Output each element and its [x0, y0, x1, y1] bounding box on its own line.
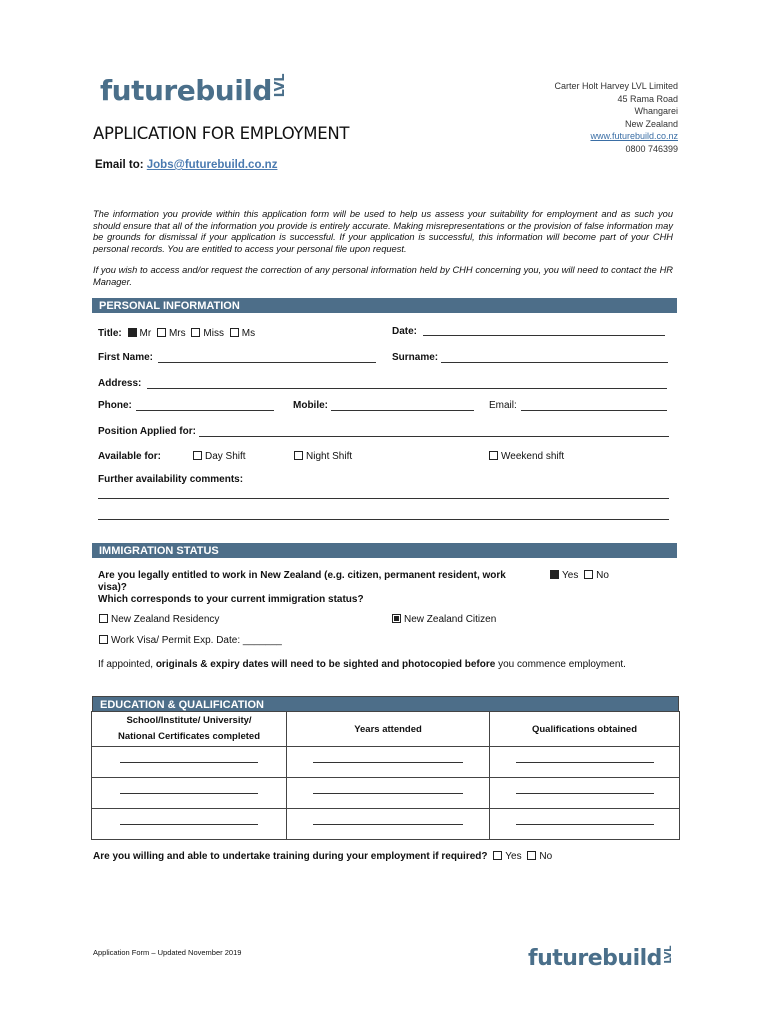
legal-work-question: Are you legally entitled to work in New Zealand (e.g. citizen, permanent resident, work visa)? [98, 570, 506, 593]
appointment-note [98, 659, 626, 670]
work-visa-checkbox[interactable] [99, 635, 108, 644]
title-mr-checkbox[interactable] [128, 328, 137, 337]
comments-line-1[interactable] [98, 497, 669, 499]
phone-field[interactable] [136, 409, 274, 411]
training-yes-label: Yes [505, 851, 522, 862]
column-header-line-2: National Certificates completed [117, 731, 260, 742]
qualification-cell[interactable] [490, 778, 680, 809]
position-label: Position Applied for: [98, 426, 196, 437]
years-cell[interactable] [287, 747, 490, 778]
work-visa-label: Work Visa/ Permit Exp. Date: _______ [111, 635, 282, 646]
phone-label: Phone: [98, 400, 132, 411]
legal-work-answer [547, 570, 609, 581]
email-field[interactable] [521, 409, 667, 411]
citizen-option [389, 614, 496, 625]
address-line: Carter Holt Harvey LVL Limited [554, 81, 678, 91]
citizen-label: New Zealand Citizen [404, 614, 497, 625]
table-row [92, 747, 680, 778]
phone-number: 0800 746399 [625, 143, 678, 154]
table-row [92, 778, 680, 809]
date-field[interactable] [423, 334, 665, 336]
page-title: APPLICATION FOR EMPLOYMENT [93, 124, 350, 143]
title-mrs-checkbox[interactable] [157, 328, 166, 337]
position-field[interactable] [199, 435, 669, 437]
note-bold: originals & expiry dates will need to be sighted and photocopied before [155, 659, 496, 670]
residency-checkbox[interactable] [99, 614, 108, 623]
footer-logo-suffix: LVL [662, 946, 674, 964]
training-no-label: No [539, 851, 553, 862]
immigration-heading: IMMIGRATION STATUS [92, 543, 677, 558]
address-line: New Zealand [624, 118, 678, 129]
residency-option [96, 614, 219, 625]
education-heading: EDUCATION & QUALIFICATION [92, 696, 679, 711]
surname-label: Surname: [392, 352, 439, 363]
title-ms-checkbox[interactable] [230, 328, 239, 337]
logo-text: futurebuild [100, 74, 272, 107]
night-shift-option [291, 451, 352, 462]
legal-no-checkbox[interactable] [584, 570, 593, 579]
institution-cell[interactable] [92, 747, 287, 778]
address-line: Whangarei [634, 106, 678, 116]
education-table [91, 711, 680, 840]
email-link[interactable]: Jobs@futurebuild.co.nz [146, 159, 278, 171]
night-shift-label: Night Shift [306, 451, 353, 462]
email-to-label: Email to: [95, 159, 144, 171]
years-cell[interactable] [287, 778, 490, 809]
column-header-years: Years attended [287, 712, 490, 747]
available-label: Available for: [98, 451, 161, 462]
address-line: 45 Rama Road [617, 93, 678, 104]
qualification-cell[interactable] [490, 809, 680, 840]
table-header-row [92, 712, 680, 747]
residency-label: New Zealand Residency [111, 614, 220, 625]
title-label: Title: [98, 328, 122, 339]
legal-no-label: No [596, 570, 609, 581]
logo-suffix: LVL [272, 74, 288, 98]
title-mrs-label: Mrs [168, 328, 186, 339]
legal-yes-label: Yes [562, 570, 579, 581]
comments-label: Further availability comments: [98, 474, 244, 485]
footer-note: Application Form – Updated November 2019 [93, 948, 242, 957]
citizen-checkbox[interactable] [392, 614, 401, 623]
intro-paragraph: The information you provide within this application form will be used to help us assess your suitability for employment and as such you should ensure that all of the information you provide is entirely accurate. Making misrepresentations or the provision of false information may be grounds for dismissal if your application is successful. If your application is successful, this information will become part of your CHH personal records. You are entitled to access your personal file upon request. [93, 209, 673, 254]
status-question: Which corresponds to your current immigration status? [98, 594, 364, 605]
legal-yes-checkbox[interactable] [550, 570, 559, 579]
title-mr-label: Mr [139, 328, 152, 339]
access-paragraph: If you wish to access and/or request the correction of any personal information held by CHH concerning you, you will need to contact the HR Manager. [93, 265, 673, 287]
mobile-label: Mobile: [293, 400, 328, 411]
company-address [554, 80, 678, 155]
footer-logo [528, 946, 674, 971]
training-question-row [93, 851, 552, 862]
work-visa-option [96, 635, 282, 646]
surname-field[interactable] [441, 361, 668, 363]
address-field[interactable] [147, 387, 667, 389]
email-label: Email: [489, 400, 517, 411]
title-field [98, 328, 255, 339]
weekend-shift-label: Weekend shift [501, 451, 565, 462]
date-label: Date: [392, 326, 418, 337]
personal-info-heading: PERSONAL INFORMATION [92, 298, 677, 313]
website-link[interactable]: www.futurebuild.co.nz [590, 131, 678, 141]
email-to-line [95, 159, 277, 171]
column-header-line-1: School/Institute/ University/ [126, 715, 252, 726]
training-no-checkbox[interactable] [527, 851, 536, 860]
years-cell[interactable] [287, 809, 490, 840]
first-name-field[interactable] [158, 361, 376, 363]
institution-cell[interactable] [92, 778, 287, 809]
company-logo [100, 74, 287, 107]
weekend-shift-checkbox[interactable] [489, 451, 498, 460]
address-label: Address: [98, 378, 142, 389]
comments-line-2[interactable] [98, 518, 669, 520]
day-shift-option [190, 451, 246, 462]
qualification-cell[interactable] [490, 747, 680, 778]
mobile-field[interactable] [331, 409, 474, 411]
institution-cell[interactable] [92, 809, 287, 840]
note-prefix: If appointed, [98, 659, 156, 670]
weekend-shift-option [486, 451, 564, 462]
table-row [92, 809, 680, 840]
day-shift-checkbox[interactable] [193, 451, 202, 460]
training-question: Are you willing and able to undertake training during your employment if required? [93, 851, 488, 862]
first-name-label: First Name: [98, 352, 154, 363]
title-miss-label: Miss [203, 328, 224, 339]
column-header-qualifications: Qualifications obtained [490, 712, 680, 747]
title-ms-label: Ms [241, 328, 256, 339]
night-shift-checkbox[interactable] [294, 451, 303, 460]
title-miss-checkbox[interactable] [191, 328, 200, 337]
day-shift-label: Day Shift [205, 451, 246, 462]
training-yes-checkbox[interactable] [493, 851, 502, 860]
footer-logo-text: futurebuild [528, 946, 662, 971]
column-header-institution [92, 712, 287, 747]
note-suffix: you commence employment. [495, 659, 626, 670]
